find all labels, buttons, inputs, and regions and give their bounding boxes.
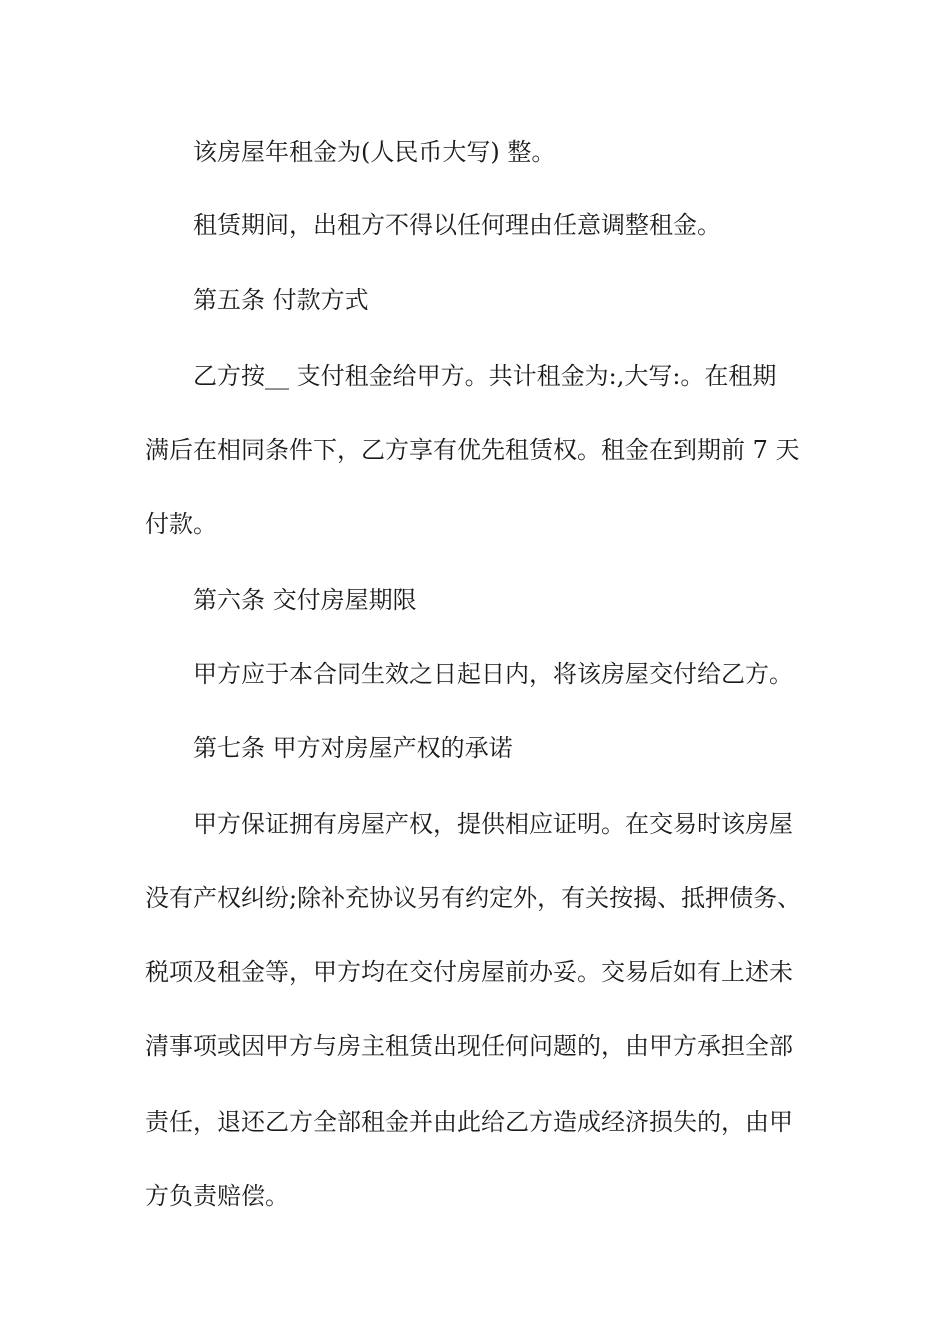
ownership-promise-line-4: 清事项或因甲方与房主租赁出现任何问题的，由甲方承担全部 xyxy=(145,1032,793,1060)
rent-amount-line: 该房屋年租金为(人民币大写) 整。 xyxy=(193,138,556,166)
article-five-heading: 第五条 付款方式 xyxy=(193,286,369,314)
article-six-heading: 第六条 交付房屋期限 xyxy=(193,586,417,614)
delivery-deadline-line: 甲方应于本合同生效之日起日内，将该房屋交付给乙方。 xyxy=(193,660,793,688)
ownership-promise-line-2: 没有产权纠纷;除补充协议另有约定外，有关按揭、抵押债务、 xyxy=(145,884,802,912)
payment-method-line-1: 乙方按__ 支付租金给甲方。共计租金为:,大写:。在租期 xyxy=(193,362,777,390)
ownership-promise-line-5: 责任，退还乙方全部租金并由此给乙方造成经济损失的，由甲 xyxy=(145,1108,793,1136)
payment-method-line-3: 付款。 xyxy=(145,510,217,538)
ownership-promise-line-6: 方负责赔偿。 xyxy=(145,1182,289,1210)
rent-adjustment-line: 租赁期间，出租方不得以任何理由任意调整租金。 xyxy=(193,211,721,239)
payment-method-line-2: 满后在相同条件下，乙方享有优先租赁权。租金在到期前 7 天 xyxy=(145,436,800,464)
article-seven-heading: 第七条 甲方对房屋产权的承诺 xyxy=(193,734,513,762)
ownership-promise-line-3: 税项及租金等，甲方均在交付房屋前办妥。交易后如有上述未 xyxy=(145,958,793,986)
ownership-promise-line-1: 甲方保证拥有房屋产权，提供相应证明。在交易时该房屋 xyxy=(193,810,793,838)
